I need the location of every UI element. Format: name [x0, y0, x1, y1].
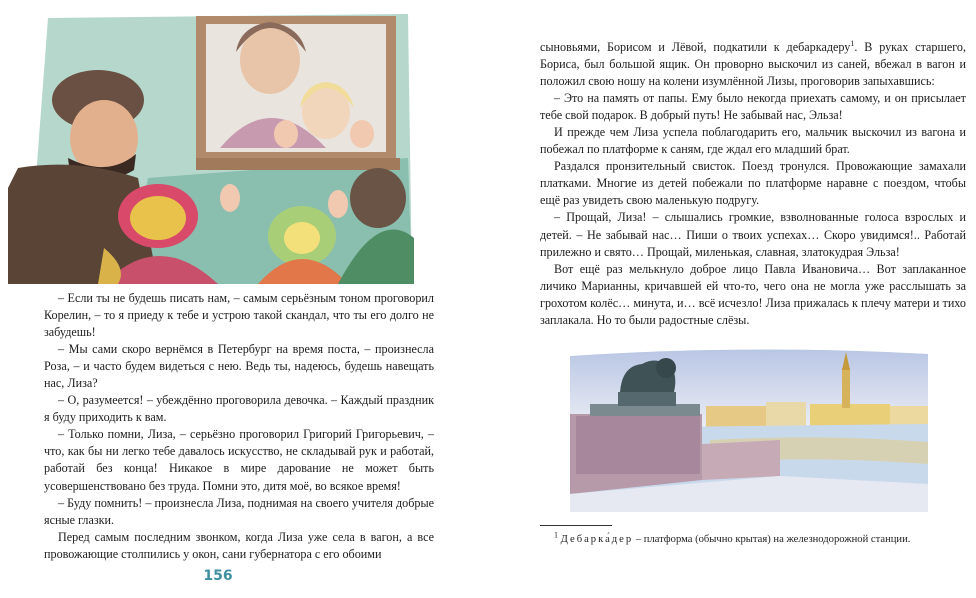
paragraph: Перед самым последним звонком, когда Лиза уже села в вагон, а все провожающие столпились у окон, сани губернатора с его обоими	[44, 529, 434, 561]
footnote	[540, 530, 966, 547]
paragraph: – Это на память от папы. Ему было некогда приехать самому, и он присылает тебе свой подарок. В добрый путь! Не забывай нас, Эльза!	[540, 91, 966, 123]
paragraph-continued	[540, 39, 966, 90]
left-page-text	[44, 290, 434, 563]
paragraph: Вот ещё раз мелькнуло доброе лицо Павла Ивановича… Вот заплаканное личико Марианны, кричавшей ей что-то, чего она не могла уже расслышать за грохотом колёс… минута, и… всё исчезло! Лиза прижалась к плечу матери и тихо заплакала. Но то были радостные слёзы.	[540, 261, 966, 327]
paragraph: Раздался пронзительный свисток. Поезд тронулся. Провожающие замахали платками. Многие из детей побежали по платформе наравне с поездом, чтобы ещё раз увидеть свою маленькую подругу.	[540, 159, 966, 208]
paragraph: – Если ты не будешь писать нам, – самым серьёзным тоном проговорил Корелин, – то я приеду к тебе и устрою такой скандал, что ты его долго не забудешь!	[44, 291, 434, 340]
right-page	[488, 0, 976, 598]
footnote-term: Дебарка́дер	[560, 534, 634, 545]
train-farewell-illustration	[8, 8, 414, 284]
footnote-definition: – платформа (обычно крытая) на железнодорожной станции.	[633, 534, 911, 545]
paragraph: – Мы сами скоро вернёмся в Петербург на время поста, – произнесла Роза, – и часто будем видеться с нею. Ведь ты, надеюсь, будешь навещать нас, Лиза?	[44, 342, 434, 391]
paragraph: – Только помни, Лиза, – серьёзно проговорил Григорий Григорьевич, – что, как бы ни легко тебе давалось искусство, не складывай рук и работай, работай без конца! Никакое в мире дарование не может быть усовершенствовано без труда. Помни это, дитя моё, во всякое время!	[44, 427, 434, 493]
footnote-number: 1	[554, 530, 558, 540]
footnote-mark[interactable]: 1	[850, 38, 855, 48]
footnote-divider	[540, 525, 612, 526]
paragraph: – Буду помнить! – произнесла Лиза, поднимая на своего учителя добрые ясные глазки.	[44, 495, 434, 527]
paragraph: – Прощай, Лиза! – слышались громкие, взволнованные голоса взрослых и детей. – Не забывай нас… Пиши о твоих успехах… Скоро увидимся!.. Работай прилежно и свято… Прощай, миленькая, славная, златокудрая Эльза!	[540, 210, 966, 259]
neva-embankment-illustration	[570, 344, 928, 512]
right-page-text	[540, 39, 966, 329]
paragraph: И прежде чем Лиза успела поблагодарить его, мальчик выскочил из вагона и побежал по платформе к саням, где ждал его младший брат.	[540, 125, 966, 157]
paragraph-text: . В руках старшего, Бориса, был большой ящик. Он проворно выскочил из саней, вбежал в вагон и положил свою ношу на колени изумлённой Лизы, проговорив запыхавшись:	[540, 40, 967, 89]
page-number: 156	[203, 568, 233, 584]
paragraph: – О, разумеется! – убеждённо проговорила девочка. – Каждый праздник я буду приходить к вам.	[44, 393, 434, 425]
paragraph-text: сыновьями, Борисом и Лёвой, подкатили к дебаркадеру	[540, 40, 851, 54]
